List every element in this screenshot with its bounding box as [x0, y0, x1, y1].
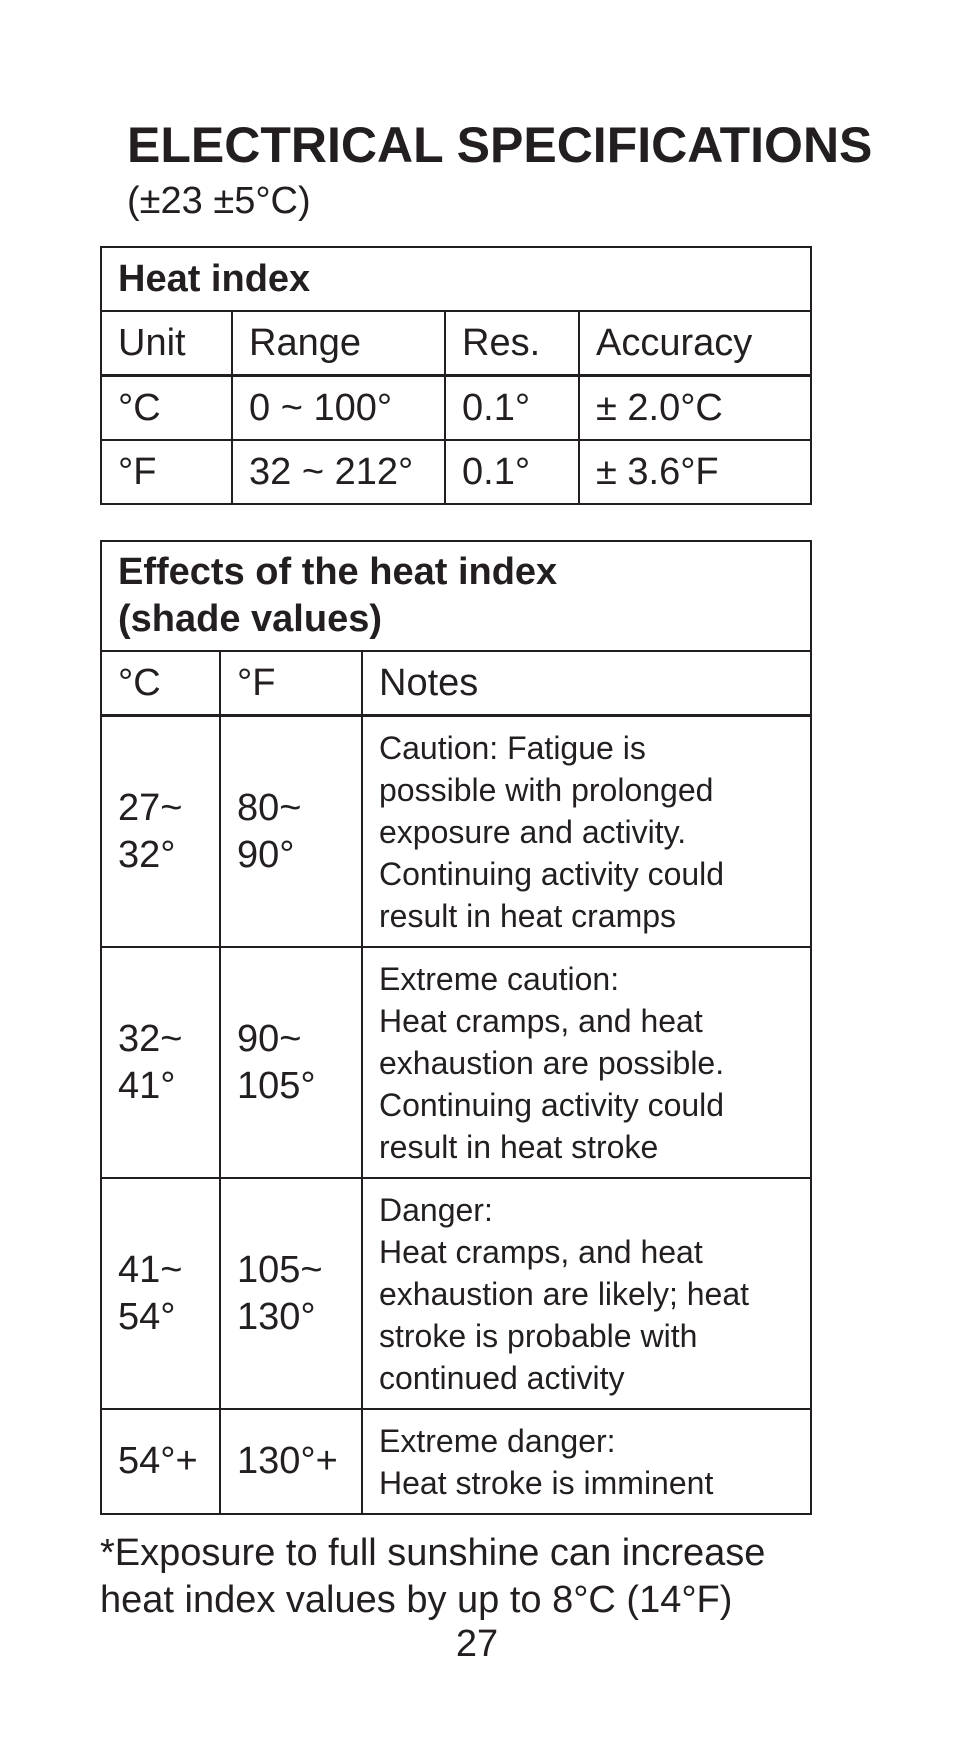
page-title: ELECTRICAL SPECIFICATIONS [127, 117, 873, 173]
page-subtitle: (±23 ±5°C) [127, 180, 311, 222]
column-header: Notes [362, 651, 811, 716]
column-header: Accuracy [579, 311, 811, 376]
table-row [101, 1409, 811, 1514]
celsius-cell: 27~ 32° [101, 716, 220, 948]
celsius-cell: 32~ 41° [101, 947, 220, 1178]
notes-cell: Extreme caution: Heat cramps, and heat exhaustion are possible. Continuing activity could result in heat stroke [362, 947, 811, 1178]
table-cell: °C [101, 376, 232, 441]
fahrenheit-cell: 105~ 130° [220, 1178, 362, 1409]
table-cell: 0.1° [445, 440, 579, 504]
table-cell: °F [101, 440, 232, 504]
effects-table [100, 540, 812, 1515]
effects-table-title: Effects of the heat index (shade values) [101, 541, 811, 651]
notes-cell: Danger: Heat cramps, and heat exhaustion are likely; heat stroke is probable with continued activity [362, 1178, 811, 1409]
table-cell: ± 3.6°F [579, 440, 811, 504]
footnote: *Exposure to full sunshine can increase heat index values by up to 8°C (14°F) [100, 1532, 766, 1621]
table-cell: 32 ~ 212° [232, 440, 445, 504]
table-row [101, 440, 811, 504]
table-cell: 0 ~ 100° [232, 376, 445, 441]
notes-cell: Caution: Fatigue is possible with prolonged exposure and activity. Continuing activity could result in heat cramps [362, 716, 811, 948]
heat-index-table-title: Heat index [101, 247, 811, 311]
table-row [101, 1178, 811, 1409]
celsius-cell: 41~ 54° [101, 1178, 220, 1409]
fahrenheit-cell: 130°+ [220, 1409, 362, 1514]
fahrenheit-cell: 80~ 90° [220, 716, 362, 948]
celsius-cell: 54°+ [101, 1409, 220, 1514]
heat-index-table [100, 246, 812, 505]
table-row [101, 947, 811, 1178]
table-row [101, 716, 811, 948]
column-header: °F [220, 651, 362, 716]
page-number: 27 [455, 1623, 499, 1665]
fahrenheit-cell: 90~ 105° [220, 947, 362, 1178]
table-cell: 0.1° [445, 376, 579, 441]
column-header: Res. [445, 311, 579, 376]
notes-cell: Extreme danger: Heat stroke is imminent [362, 1409, 811, 1514]
column-header: Unit [101, 311, 232, 376]
table-cell: ± 2.0°C [579, 376, 811, 441]
column-header: °C [101, 651, 220, 716]
column-header: Range [232, 311, 445, 376]
table-row [101, 376, 811, 441]
